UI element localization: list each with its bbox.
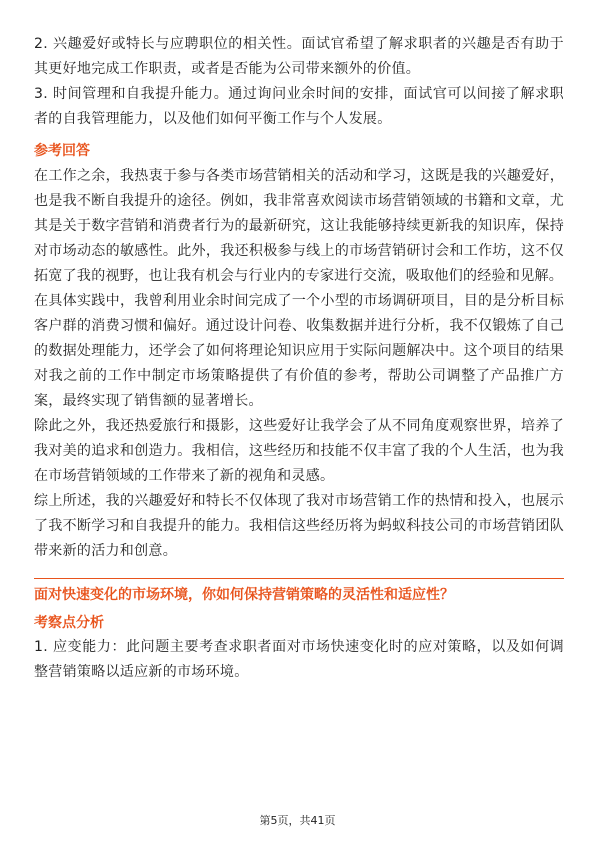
intro-point-2: 2. 兴趣爱好或特长与应聘职位的相关性。面试官希望了解求职者的兴趣是否有助于其更好地完成工作职责，或者是否能为公司带来额外的价值。 bbox=[34, 36, 564, 77]
answer-paragraph-4: 综上所述，我的兴趣爱好和特长不仅体现了我对市场营销工作的热情和投入，也展示了我不断学习和自我提升的能力。我相信这些经历将为蚂蚁科技公司的市场营销团队带来新的活力和创意。 bbox=[34, 493, 564, 559]
question-title: 面对快速变化的市场环境，你如何保持营销策略的灵活性和适应性？ bbox=[34, 587, 454, 603]
intro-point-3: 3. 时间管理和自我提升能力。通过询问业余时间的安排，面试官可以间接了解求职者的自我管理能力，以及他们如何平衡工作与个人发展。 bbox=[34, 86, 564, 127]
page-content bbox=[34, 32, 564, 685]
page-footer: 第5页，共41页 bbox=[259, 814, 336, 827]
answer-paragraph-2: 在具体实践中，我曾利用业余时间完成了一个小型的市场调研项目，目的是分析目标客户群的消费习惯和偏好。通过设计问卷、收集数据并进行分析，我不仅锻炼了自己的数据处理能力，还学会了如何将理论知识应用于实际问题解决中。这个项目的结果对我之前的工作中制定市场策略提供了有价值的参考，帮助公司调整了产品推广方案，最终实现了销售额的显著增长。 bbox=[34, 293, 564, 409]
section-divider bbox=[34, 578, 564, 579]
answer-paragraph-3: 除此之外，我还热爱旅行和摄影，这些爱好让我学会了从不同角度观察世界，培养了我对美的追求和创造力。我相信，这些经历和技能不仅丰富了我的个人生活，也为我在市场营销领域的工作带来了新的视角和灵感。 bbox=[34, 418, 564, 484]
answer-paragraph-1: 在工作之余，我热衷于参与各类市场营销相关的活动和学习，这既是我的兴趣爱好，也是我不断自我提升的途径。例如，我非常喜欢阅读市场营销领域的书籍和文章，尤其是关于数字营销和消费者行为的最新研究，这让我能够持续更新我的知识库，保持对市场动态的敏感性。此外，我还积极参与线上的市场营销研讨会和工作坊，这不仅拓宽了我的视野，也让我有机会与行业内的专家进行交流，吸取他们的经验和见解。 bbox=[34, 168, 564, 284]
answer-heading: 参考回答 bbox=[34, 143, 90, 159]
analysis-point-1: 1. 应变能力：此问题主要考查求职者面对市场快速变化时的应对策略，以及如何调整营销策略以适应新的市场环境。 bbox=[34, 639, 564, 680]
analysis-heading: 考察点分析 bbox=[34, 615, 104, 631]
